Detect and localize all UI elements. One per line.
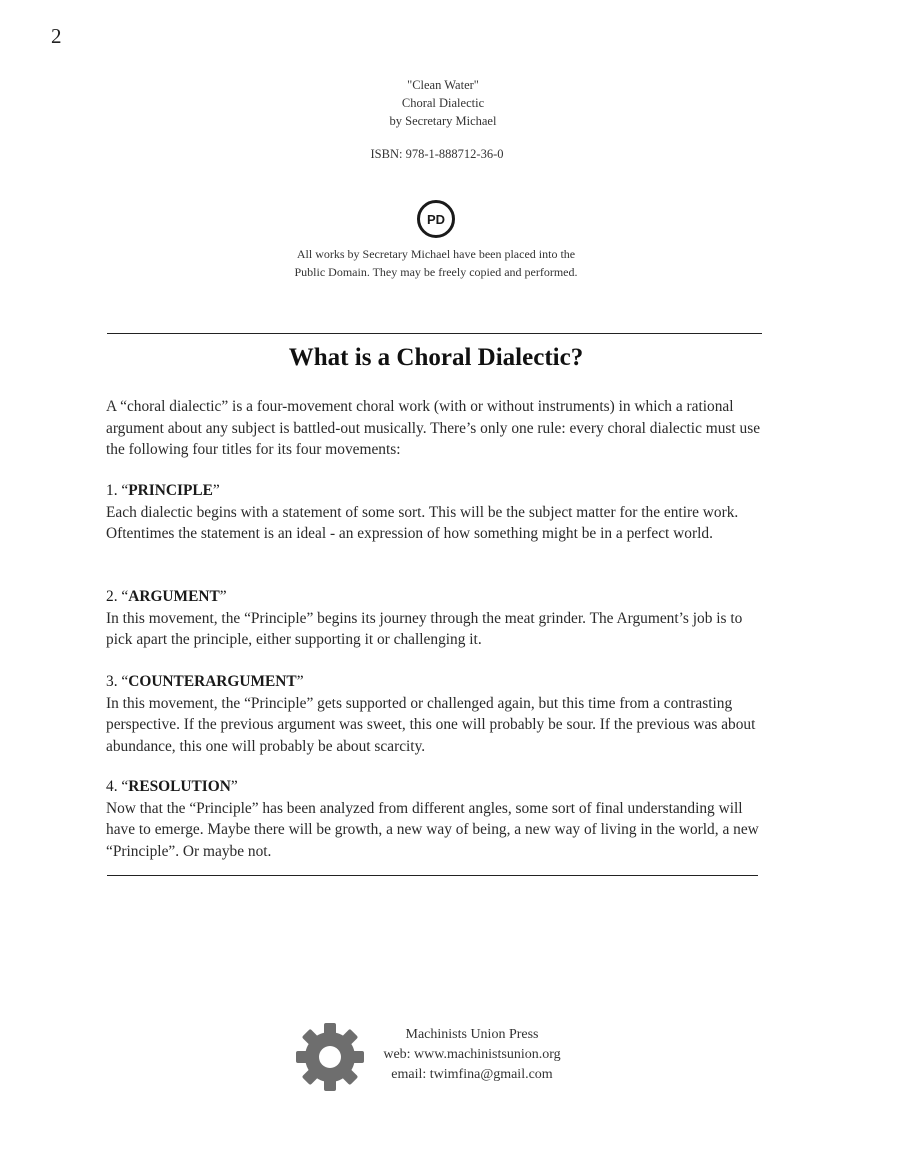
publisher-info (355, 1025, 589, 1085)
bottom-divider (107, 875, 758, 876)
public-domain-icon (416, 199, 456, 239)
work-header (0, 76, 886, 130)
page-number: 2 (51, 24, 62, 48)
movement-description: In this movement, the “Principle” begins its journey through the meat grinder. The Argument’s job is to pick apart the principle, either supporting it or challenging it. (106, 609, 743, 648)
public-domain-notice-line: Public Domain. They may be freely copied and performed. (294, 265, 578, 279)
movement-heading: 3. “COUNTERARGUMENT” (106, 673, 304, 690)
movement-name: RESOLUTION (128, 778, 231, 795)
public-domain-badge-text: PD (426, 212, 446, 227)
movement-name: COUNTERARGUMENT (128, 673, 297, 690)
public-domain-notice-line: All works by Secretary Michael have been placed into the (296, 247, 576, 261)
work-subtitle: Choral Dialectic (401, 96, 485, 110)
isbn: ISBN: 978-1-888712-36-0 (370, 147, 504, 161)
movement-heading: 2. “ARGUMENT” (106, 588, 227, 605)
movement-heading: 4. “RESOLUTION” (106, 778, 238, 795)
publisher-website: web: www.machinistsunion.org (383, 1047, 561, 1062)
movement-section-principle (106, 480, 772, 545)
top-divider (107, 333, 762, 334)
movement-section-argument (106, 586, 772, 651)
movement-name: PRINCIPLE (128, 482, 213, 499)
intro-paragraph: A “choral dialectic” is a four-movement choral work (with or without instruments) in which a rational argument about any subject is battled-out musically. There’s only one rule: every choral dialectic must use the following four titles for its four movements: (106, 398, 761, 458)
movement-heading: 1. “PRINCIPLE” (106, 482, 220, 499)
publisher-email: email: twimfina@gmail.com (391, 1067, 553, 1082)
publisher-name: Machinists Union Press (405, 1027, 539, 1042)
work-title: "Clean Water" (407, 78, 479, 92)
work-author: by Secretary Michael (389, 114, 497, 128)
movement-description: In this movement, the “Principle” gets supported or challenged again, but this time from a contrasting perspective. If the previous argument was sweet, this one will probably be sour. If the previous was about abundance, this one will probably be about scarcity. (106, 694, 756, 755)
movement-section-counterargument (106, 671, 772, 757)
movement-name: ARGUMENT (128, 588, 220, 605)
movement-description: Now that the “Principle” has been analyzed from different angles, some sort of final understanding will have to emerge. Maybe there will be growth, a new way of being, a new way of living in the world, a new “Principle”. Or maybe not. (106, 799, 759, 860)
movement-section-resolution (106, 776, 772, 862)
public-domain-notice (0, 245, 872, 281)
article-title: What is a Choral Dialectic? (288, 344, 584, 371)
movement-description: Each dialectic begins with a statement of some sort. This will be the subject matter for the entire work. Oftentimes the statement is an ideal - an expression of how something might be in a perfect world. (106, 503, 739, 542)
